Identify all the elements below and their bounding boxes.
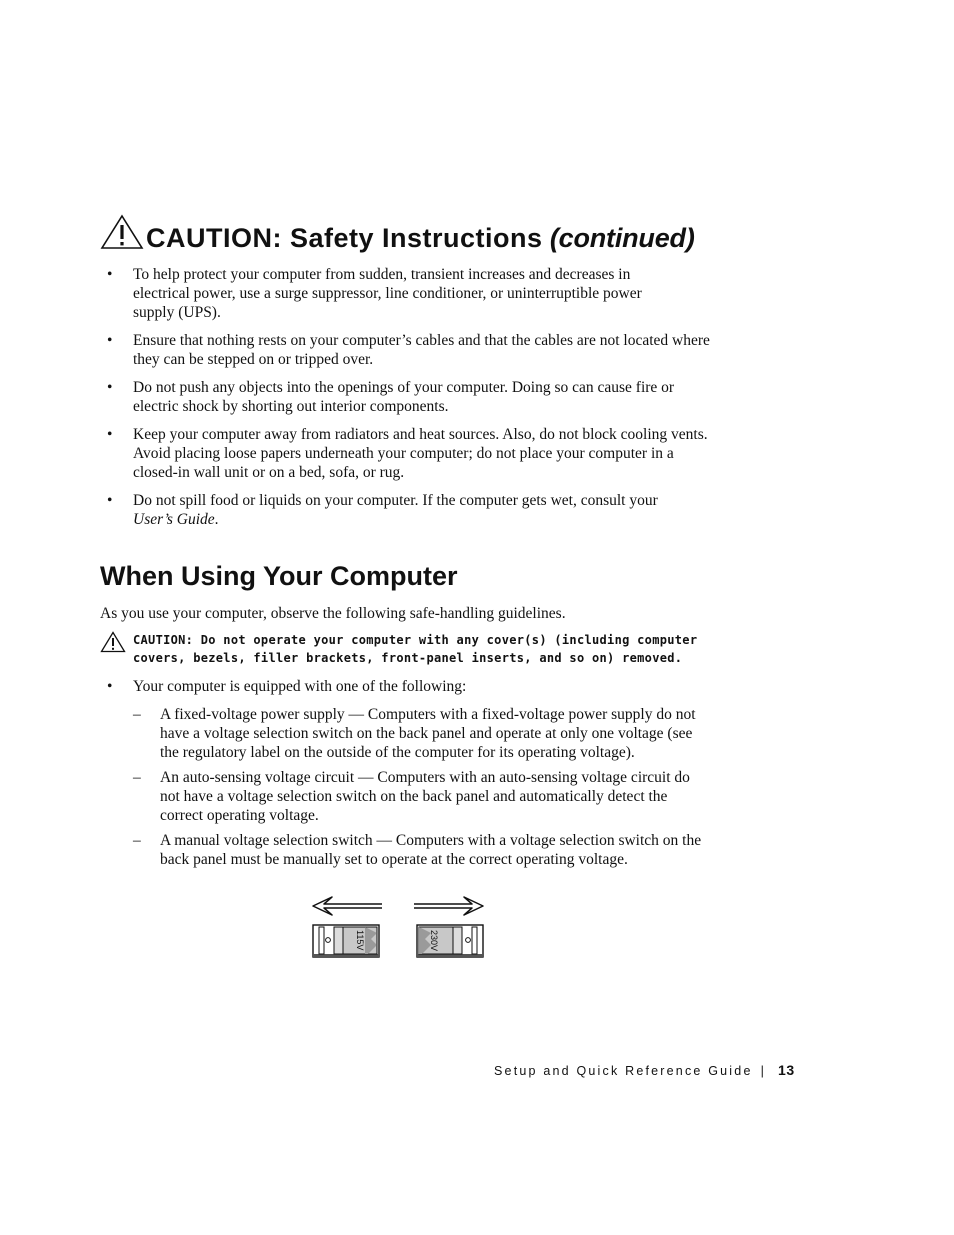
- label-115v: 115V: [355, 930, 365, 951]
- warning-triangle-icon: [100, 631, 126, 658]
- list-item: – An auto-sensing voltage circuit — Computers with an auto-sensing voltage circuit do not have a voltage selection switch on the back panel and automatically detect the correct operating voltage.: [133, 769, 690, 824]
- caution-text: CAUTION: Do not operate your computer with any cover(s) (including computer covers, bezels, filler brackets, front-panel inserts, and so on) removed.: [133, 633, 698, 665]
- voltage-options-list: [107, 677, 713, 875]
- voltage-switch-icon: [313, 925, 483, 957]
- warning-triangle-icon: [100, 214, 144, 257]
- users-guide-reference: User’s Guide: [133, 511, 215, 528]
- list-item: • To help protect your computer from sudden, transient increases and decreases in electrical power, use a surge suppressor, line conditioner, or uninterruptible power supply (UPS).: [107, 266, 642, 321]
- caution-notice: [100, 631, 700, 667]
- list-item: • Do not push any objects into the openings of your computer. Doing so can cause fire or electric shock by shorting out interior components.: [107, 379, 675, 415]
- voltage-option-sublist: [133, 705, 713, 869]
- voltage-switch-figure: [310, 893, 490, 963]
- section-title: When Using Your Computer: [100, 561, 458, 591]
- bullet-icon: •: [107, 266, 113, 283]
- list-item: – A fixed-voltage power supply — Computers with a fixed-voltage power supply do not have a voltage selection switch on the back panel and operate at only one voltage (see the regulatory label on the outside of the computer for its operating voltage).: [133, 706, 696, 761]
- bullet-icon: •: [107, 426, 113, 443]
- guide-title: Setup and Quick Reference Guide: [494, 1064, 753, 1078]
- bullet-icon: •: [107, 492, 113, 509]
- heading-caution-text: CAUTION: Safety Instructions: [146, 223, 543, 253]
- list-item: – A manual voltage selection switch — Computers with a voltage selection switch on the back panel must be manually set to operate at the correct operating voltage.: [133, 832, 702, 868]
- dash-icon: –: [133, 832, 141, 849]
- label-230v: 230V: [429, 930, 439, 952]
- dash-icon: –: [133, 769, 141, 786]
- page-footer: [494, 1062, 795, 1078]
- bullet-icon: •: [107, 678, 113, 695]
- bullet-icon: •: [107, 379, 113, 396]
- arrow-right-icon: [414, 897, 483, 915]
- safety-bullet-list: [107, 265, 713, 538]
- bullet-icon: •: [107, 332, 113, 349]
- list-item: • Ensure that nothing rests on your computer’s cables and that the cables are not located where they can be stepped on or tripped over.: [107, 332, 710, 368]
- voltage-switch-illustration: [310, 893, 490, 963]
- page-number: 13: [778, 1062, 795, 1078]
- heading-continued: (continued): [549, 223, 695, 253]
- list-item: • Do not spill food or liquids on your computer. If the computer gets wet, consult your User’s Guide.: [107, 492, 658, 528]
- arrow-left-icon: [313, 897, 382, 915]
- footer-separator: |: [760, 1064, 767, 1078]
- list-item: • Your computer is equipped with one of the following: – A fixed-voltage power supply — Computers with a fixed-voltage power supply do not have a voltage selection switch on the back panel and operate at only one voltage (see the regulatory label on the outside of the computer for its operating voltage). – An auto-sensing voltage circuit — Computers with an auto-sensing voltage circuit do not have a voltage selection switch on the back panel and automatically detect the correct operating voltage. – A manual voltage selection switch — Computers with a voltage selection switch on the back panel must be manually set to operate at the correct operating voltage.: [107, 677, 713, 869]
- dash-icon: –: [133, 706, 141, 723]
- section-intro: As you use your computer, observe the following safe-handling guidelines.: [100, 605, 566, 622]
- list-item: • Keep your computer away from radiators and heat sources. Also, do not block cooling vents. Avoid placing loose papers underneath your computer; do not place your computer in a closed-in wall unit or on a bed, sofa, or rug.: [107, 426, 708, 481]
- page-heading: [100, 214, 695, 257]
